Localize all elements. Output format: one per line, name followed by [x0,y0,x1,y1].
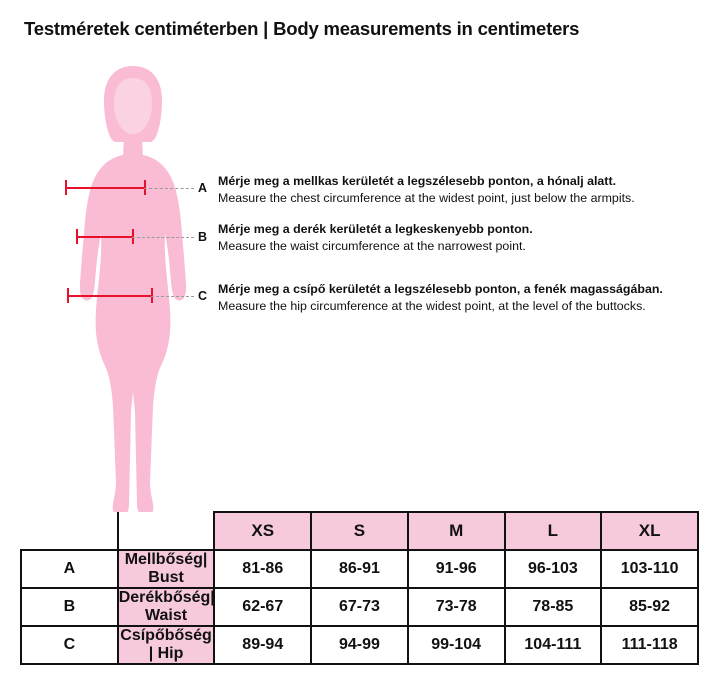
table-col-s: S [311,512,408,550]
measure-cap-c-left [67,288,69,303]
table-header-row [21,512,698,550]
instruction-a [218,173,635,206]
row-label-hip: Csípőbőség | Hip [118,626,215,664]
cell-bust-m: 91-96 [408,550,505,588]
measure-line-b [76,236,132,238]
instruction-b-hu: Mérje meg a derék kerületét a legkeskenyebb ponton. [218,222,533,236]
cell-waist-xl: 85-92 [601,588,698,626]
cell-waist-l: 78-85 [505,588,602,626]
row-letter-a: A [21,550,118,588]
leader-line-b [132,237,194,238]
cell-hip-s: 94-99 [311,626,408,664]
measure-letter-c: C [198,289,208,303]
table-corner-label [118,512,215,550]
measure-line-c [67,295,151,297]
instruction-c [218,281,663,314]
measure-letter-b: B [198,230,208,244]
leader-line-c [151,296,194,297]
cell-hip-xs: 89-94 [214,626,311,664]
table-row [21,626,698,664]
cell-hip-xl: 111-118 [601,626,698,664]
measure-letter-a: A [198,181,208,195]
measure-cap-b-left [76,229,78,244]
female-body-silhouette-icon [48,62,218,532]
table-corner-letter [21,512,118,550]
page-title: Testméretek centiméterben | Body measurements in centimeters [24,18,580,39]
cell-hip-l: 104-111 [505,626,602,664]
table-col-xl: XL [601,512,698,550]
table-row [21,550,698,588]
size-table [20,511,699,665]
cell-waist-s: 67-73 [311,588,408,626]
row-label-waist: Derékbőség| Waist [118,589,215,624]
leader-line-a [144,188,194,189]
cell-hip-m: 99-104 [408,626,505,664]
row-letter-c: C [21,626,118,664]
measure-cap-a-left [65,180,67,195]
instruction-b [218,221,533,254]
cell-bust-xs: 81-86 [214,550,311,588]
table-col-l: L [505,512,602,550]
instruction-a-hu: Mérje meg a mellkas kerületét a legszélesebb ponton, a hónalj alatt. [218,174,617,188]
cell-waist-m: 73-78 [408,588,505,626]
instruction-c-hu: Mérje meg a csípő kerületét a legszélesebb ponton, a fenék magasságában. [218,282,663,296]
measure-line-a [65,187,144,189]
row-label-bust: Mellbőség| Bust [118,550,215,588]
cell-bust-s: 86-91 [311,550,408,588]
instruction-a-en: Measure the chest circumference at the widest point, just below the armpits. [218,190,635,205]
table-col-xs: XS [214,512,311,550]
table-row [21,588,698,626]
row-letter-b: B [21,588,118,626]
cell-bust-l: 96-103 [505,550,602,588]
cell-waist-xs: 62-67 [214,588,311,626]
instruction-b-en: Measure the waist circumference at the narrowest point. [218,238,526,253]
table-col-m: M [408,512,505,550]
instruction-c-en: Measure the hip circumference at the widest point, at the level of the buttocks. [218,298,646,313]
cell-bust-xl: 103-110 [601,550,698,588]
